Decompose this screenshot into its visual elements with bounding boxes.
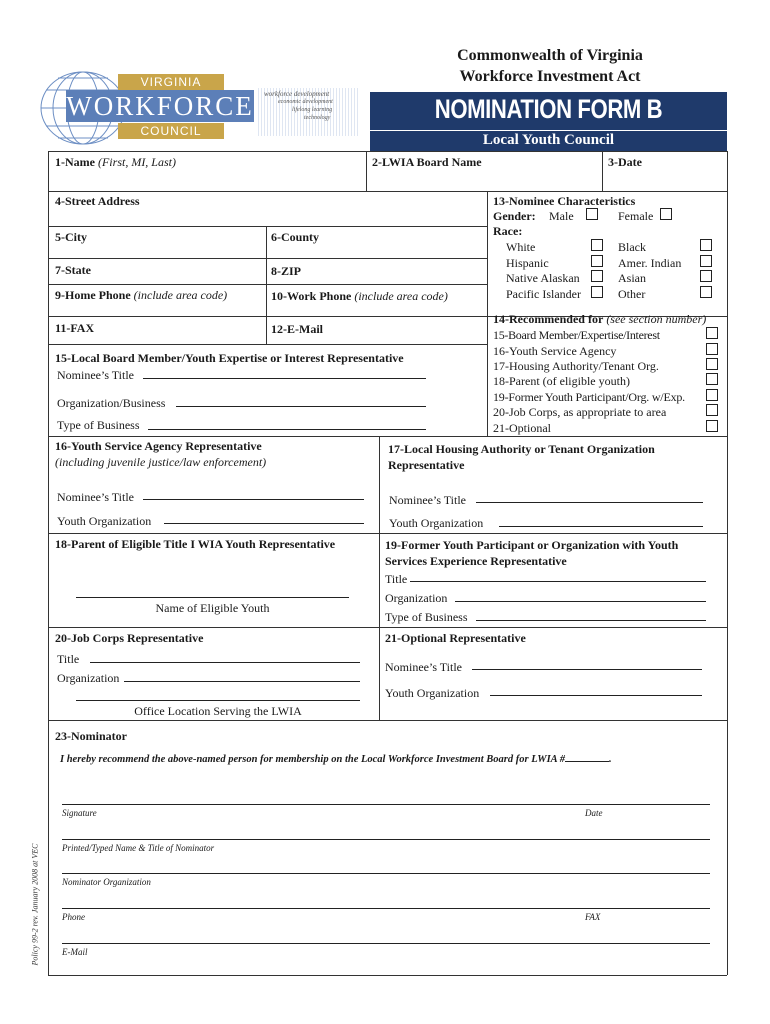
date-input[interactable] [608,172,723,188]
s17-youth-org-line[interactable] [499,526,703,527]
section-21-title: 21-Optional Representative [385,631,526,645]
s16-nominee-title-label: Nominee’s Title [57,490,135,504]
s15-nominee-title-label: Nominee’s Title [57,368,135,382]
gender-male-label: Male [549,209,574,223]
race-black-label: Black [618,240,646,254]
s21-youth-org-label: Youth Organization [385,686,480,700]
race-label: Race: [493,224,523,238]
state-label: 7-State [55,263,91,277]
home-phone-input[interactable] [55,300,260,314]
s20-organization-line[interactable] [124,681,360,682]
s17-youth-org-label: Youth Organization [389,516,484,530]
logo-workforce: WORKFORCE [66,91,254,121]
name-input[interactable] [55,172,360,188]
race-hispanic-checkbox[interactable] [591,255,603,267]
rec-item-21-label: 21-Optional [493,421,551,435]
gender-male-checkbox[interactable] [586,208,598,220]
street-address-label: 4-Street Address [55,194,140,208]
section-13-title: 13-Nominee Characteristics [493,194,636,208]
s19-type-business-label: Type of Business [385,610,468,624]
logo [38,68,368,148]
race-white-checkbox[interactable] [591,239,603,251]
date-label: 3-Date [608,155,642,169]
s21-nominee-title-line[interactable] [472,669,702,670]
section-14-title: 14-Recommended for (see section number) [493,312,707,326]
work-phone-label: 10-Work Phone (include area code) [271,289,448,303]
s16-nominee-title-line[interactable] [143,499,364,500]
rec-item-17-checkbox[interactable] [706,358,718,370]
rec-item-18-label: 18-Parent (of eligible youth) [493,374,630,388]
signature-line[interactable] [62,804,710,805]
state-input[interactable] [110,263,260,279]
s18-name-youth-label: Name of Eligible Youth [155,601,270,615]
s20-office-location-label: Office Location Serving the LWIA [134,704,302,718]
s19-type-business-line[interactable] [476,620,706,621]
section-16-hint: (including juvenile justice/law enforcement) [55,455,267,469]
section-17-title: 17-Local Housing Authority or Tenant Organization Representative [388,442,655,472]
name-field-label: 1-Name (First, MI, Last) [55,155,176,169]
rec-item-19-checkbox[interactable] [706,389,718,401]
race-native-alaskan-checkbox[interactable] [591,270,603,282]
section-18-title: 18-Parent of Eligible Title I WIA Youth Representative [55,537,336,551]
city-input[interactable] [55,243,260,257]
date-sign-label: Date [585,808,603,818]
section-20-title: 20-Job Corps Representative [55,631,204,645]
s19-organization-line[interactable] [455,601,706,602]
s19-organization-label: Organization [385,591,448,605]
phone-fax-line[interactable] [62,908,710,909]
section-16-title: 16-Youth Service Agency Representative [55,439,262,453]
logo-tag-4: technology [304,115,331,121]
nominator-org-label: Nominator Organization [62,877,151,887]
race-native-alaskan-label: Native Alaskan [506,271,580,285]
section-19-title: 19-Former Youth Participant or Organization with Youth Services Experience Representative [385,538,679,568]
county-input[interactable] [271,243,481,257]
s20-title-label: Title [57,652,80,666]
rec-item-15-label: 15-Board Member/Expertise/Interest [493,328,660,342]
lwia-board-name-input[interactable] [372,172,597,188]
race-white-label: White [506,240,536,254]
race-asian-checkbox[interactable] [700,270,712,282]
rec-item-20-checkbox[interactable] [706,404,718,416]
fax-sign-label: FAX [585,912,601,922]
s20-title-line[interactable] [90,662,360,663]
s15-org-business-label: Organization/Business [57,396,166,410]
s15-type-business-label: Type of Business [57,418,140,432]
lwia-board-name-label: 2-LWIA Board Name [372,155,482,169]
gender-label: Gender: [493,209,536,223]
logo-council: COUNCIL [140,124,202,138]
s17-nominee-title-label: Nominee’s Title [389,493,467,507]
zip-input[interactable] [320,264,480,280]
printed-name-line[interactable] [62,839,710,840]
logo-virginia: VIRGINIA [140,75,202,89]
email-sign-label: E-Mail [62,947,88,957]
city-label: 5-City [55,230,87,244]
header-line-2: Workforce Investment Act [459,68,641,85]
race-amer-indian-label: Amer. Indian [618,256,682,270]
s20-office-location-line[interactable] [76,700,360,701]
county-label: 6-County [271,230,320,244]
s19-title-label: Title [385,572,408,586]
s18-name-youth-line[interactable] [76,597,349,598]
logo-tag-1: workforce development [264,90,330,98]
section-23-title: 23-Nominator [55,729,127,743]
rec-item-16-checkbox[interactable] [706,343,718,355]
rec-item-19-label: 19-Former Youth Participant/Org. w/Exp. [493,390,685,404]
policy-footer: Policy 99-2 rev. January 2008 at VEC [30,843,40,966]
work-phone-input[interactable] [271,301,481,315]
race-other-label: Other [618,287,646,301]
zip-label: 8-ZIP [271,264,301,278]
logo-tag-3: lifelong learning [292,107,333,113]
race-pacific-islander-checkbox[interactable] [591,286,603,298]
s17-nominee-title-line[interactable] [476,502,703,503]
s21-youth-org-line[interactable] [490,695,702,696]
home-phone-label: 9-Home Phone (include area code) [55,288,228,302]
signature-label: Signature [62,808,97,818]
rec-item-17-label: 17-Housing Authority/Tenant Org. [493,359,659,373]
race-pacific-islander-label: Pacific Islander [506,287,581,301]
fax-label: 11-FAX [55,321,95,335]
s15-nominee-title-line[interactable] [143,378,426,379]
race-other-checkbox[interactable] [700,286,712,298]
s15-org-business-line[interactable] [176,406,426,407]
rec-item-21-checkbox[interactable] [706,420,718,432]
phone-label: Phone [62,912,85,922]
race-asian-label: Asian [618,271,646,285]
s19-title-line[interactable] [410,581,706,582]
s16-youth-org-line[interactable] [164,523,364,524]
s16-youth-org-label: Youth Organization [57,514,152,528]
email-input[interactable] [340,322,480,338]
s15-type-business-line[interactable] [148,429,426,430]
s20-organization-label: Organization [57,671,120,685]
email-sign-line[interactable] [62,943,710,944]
form-subtitle: Local Youth Council [482,132,615,148]
fax-input[interactable] [110,321,260,337]
street-address-input[interactable] [55,209,480,224]
s21-nominee-title-label: Nominee’s Title [385,660,463,674]
rec-item-20-label: 20-Job Corps, as appropriate to area [493,405,667,419]
form-title: NOMINATION FORM B [434,94,663,124]
race-amer-indian-checkbox[interactable] [700,255,712,267]
nominator-statement: I hereby recommend the above-named person for membership on the Local Workforce Investment Board for LWIA # . [60,754,612,765]
race-hispanic-label: Hispanic [506,256,549,270]
gender-female-label: Female [618,209,654,223]
section-15-title: 15-Local Board Member/Youth Expertise or Interest Representative [55,351,404,365]
rec-item-15-checkbox[interactable] [706,327,718,339]
race-black-checkbox[interactable] [700,239,712,251]
header-line-1: Commonwealth of Virginia [457,47,643,64]
rec-item-16-label: 16-Youth Service Agency [493,344,617,358]
gender-female-checkbox[interactable] [660,208,672,220]
printed-name-label: Printed/Typed Name & Title of Nominator [62,843,215,853]
rec-item-18-checkbox[interactable] [706,373,718,385]
logo-tag-2: economic development [278,99,333,105]
nominator-org-line[interactable] [62,873,710,874]
email-label: 12-E-Mail [271,322,323,336]
